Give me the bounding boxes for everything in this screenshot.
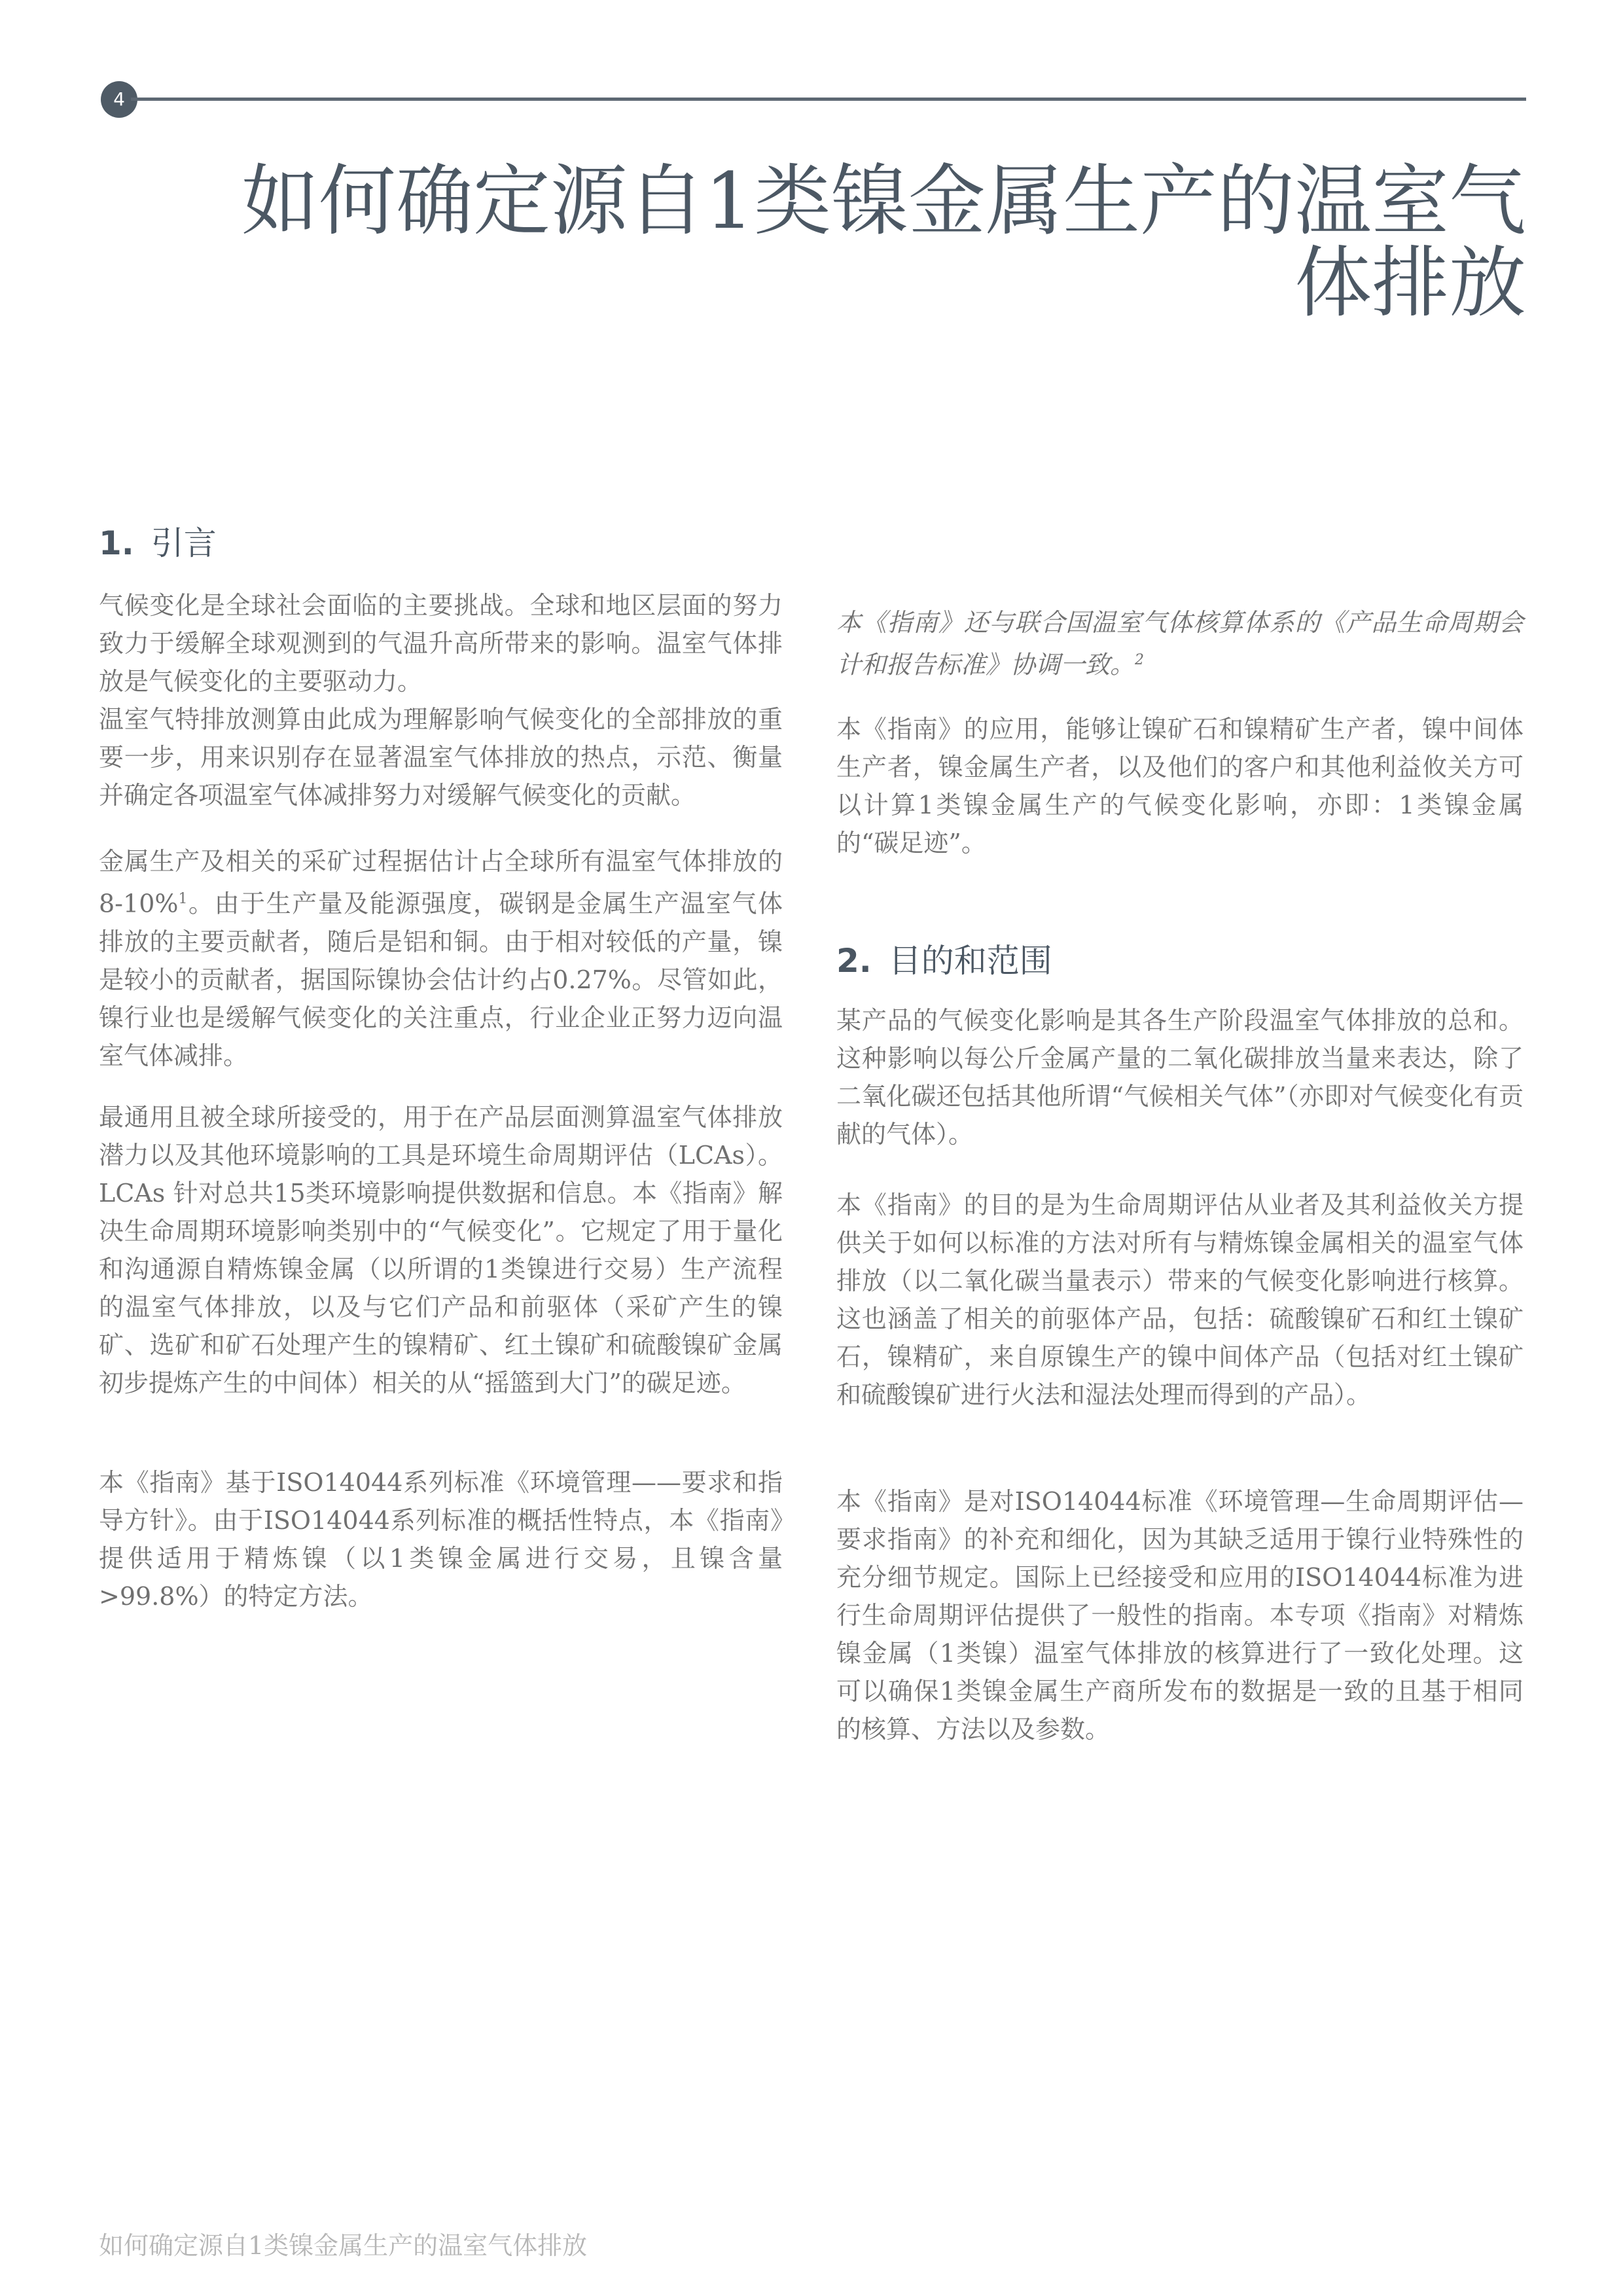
- intro-paragraph-2: 温室气特排放测算由此成为理解影响气候变化的全部排放的重要一步，用来识别存在显著温室气体排放的热点，示范、衡量并确定各项温室气体减排努力对缓解气候变化的贡献。: [99, 705, 783, 810]
- right-paragraph-1: [836, 603, 1524, 684]
- scope-paragraph-3: 本《指南》是对ISO14044标准《环境管理—生命周期评估—要求指南》的补充和细化，因为其缺乏适用于镍行业特殊性的充分细节规定。国际上已经接受和应用的ISO14044标准为进行生命周期评估提供了一般性的指南。本专项《指南》对精炼镍金属（1类镍）温室气体排放的核算进行了一致化处理。这可以确保1类镍金属生产商所发布的数据是一致的且基于相同的核算、方法以及参数。: [836, 1487, 1524, 1744]
- intro-paragraph-3: [99, 842, 783, 1075]
- intro-paragraph-3b: 。由于生产量及能源强度，碳钢是金属生产温室气体排放的主要贡献者，随后是铝和铜。由于相对较低的产量，镍是较小的贡献者，据国际镍协会估计约占0.27%。尽管如此，镍行业也是缓解气候变化的关注重点，行业企业正努力迈向温室气体减排。: [99, 889, 783, 1070]
- section-2-number: 2.: [836, 942, 872, 980]
- section-2-title: 目的和范围: [888, 942, 1052, 980]
- intro-paragraph-4: 最通用且被全球所接受的，用于在产品层面测算温室气体排放潜力以及其他环境影响的工具是环境生命周期评估（LCAs）。LCAs 针对总共15类环境影响提供数据和信息。本《指南》解决生命周期环境影响类别中的“气候变化”。它规定了用于量化和沟通源自精炼镍金属（以所谓的1类镍进行交易）生产流程的温室气体排放，以及与它们产品和前驱体（采矿产生的镍矿、选矿和矿石处理产生的镍精矿、红土镍矿和硫酸镍矿金属初步提炼产生的中间体）相关的从“摇篮到大门”的碳足迹。: [99, 1103, 783, 1397]
- header-rule: [131, 98, 1526, 101]
- page-number-badge: 4: [101, 81, 137, 118]
- page-title: 如何确定源自1类镍金属生产的温室气体排放: [241, 156, 1526, 328]
- intro-paragraph-3a: 金属生产及相关的采矿过程据估计占全球所有温室气体排放的8-10%: [99, 847, 783, 918]
- section-1-title: 引言: [151, 524, 217, 562]
- section-2-heading: [836, 935, 1052, 982]
- scope-paragraph-2: 本《指南》的目的是为生命周期评估从业者及其利益攸关方提供关于如何以标准的方法对所有与精炼镍金属相关的温室气体排放（以二氧化碳当量表示）带来的气候变化影响进行核算。这也涵盖了相关的前驱体产品，包括：硫酸镍矿石和红土镍矿石，镍精矿，来自原镍生产的镍中间体产品（包括对红土镍矿和硫酸镍矿进行火法和湿法处理而得到的产品）。: [836, 1191, 1524, 1409]
- footnote-ref-1: 1: [178, 891, 188, 907]
- footer-title: 如何确定源自1类镍金属生产的温室气体排放: [99, 2231, 588, 2260]
- section-1-heading: [99, 517, 217, 564]
- section-1-number: 1.: [99, 524, 134, 562]
- intro-paragraph-1: 气候变化是全球社会面临的主要挑战。全球和地区层面的努力致力于缓解全球观测到的气温升高所带来的影响。温室气体排放是气候变化的主要驱动力。: [99, 591, 783, 696]
- right-paragraph-1-text: 本《指南》还与联合国温室气体核算体系的《产品生命周期会计和报告标准》协调一致。: [836, 608, 1524, 679]
- footnote-ref-2: 2: [1135, 652, 1145, 668]
- scope-paragraph-1: 某产品的气候变化影响是其各生产阶段温室气体排放的总和。这种影响以每公斤金属产量的二氧化碳排放当量来表达，除了二氧化碳还包括其他所谓“气候相关气体”（亦即对气候变化有贡献的气体）。: [836, 1006, 1524, 1149]
- right-paragraph-2: 本《指南》的应用，能够让镍矿石和镍精矿生产者，镍中间体生产者，镍金属生产者，以及他们的客户和其他利益攸关方可以计算1类镍金属生产的气候变化影响，亦即：1类镍金属的“碳足迹”。: [836, 715, 1524, 857]
- intro-paragraph-5: 本《指南》基于ISO14044系列标准《环境管理——要求和指导方针》。由于ISO14044系列标准的概括性特点，本《指南》提供适用于精炼镍（以1类镍金属进行交易，且镍含量>99.8%）的特定方法。: [99, 1468, 783, 1611]
